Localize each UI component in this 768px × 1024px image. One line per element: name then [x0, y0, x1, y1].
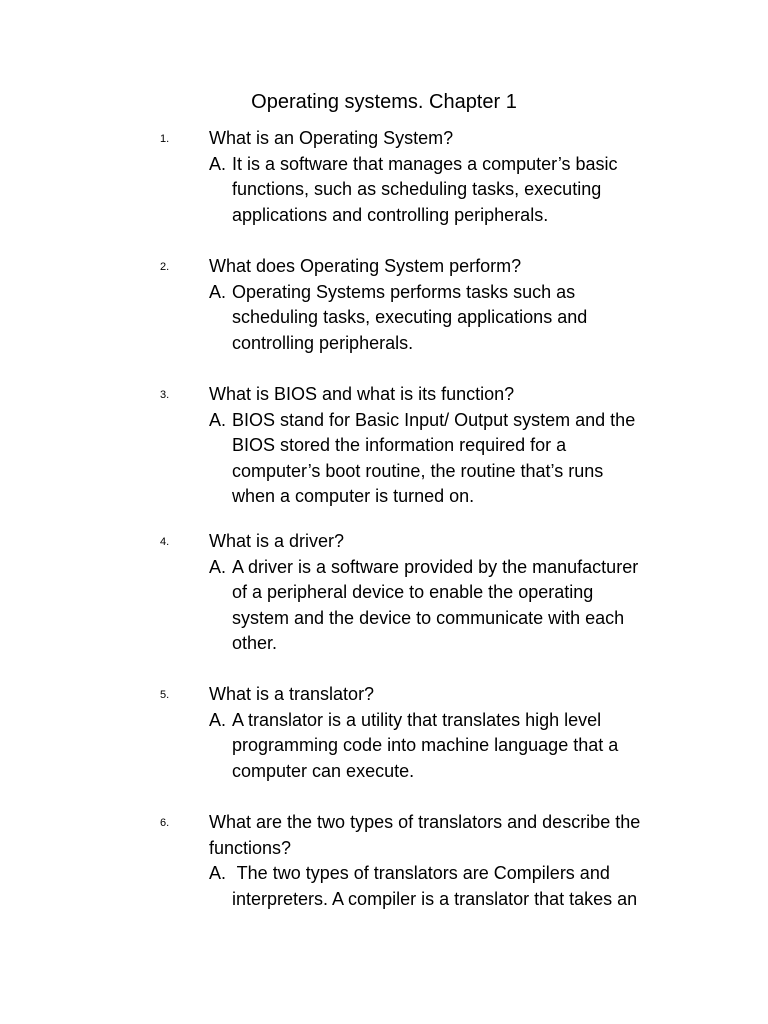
question-text: What is a driver?	[209, 531, 345, 551]
answer-line: applications and controlling peripherals.	[232, 204, 549, 225]
answer-line: functions, such as scheduling tasks, executing	[232, 179, 602, 199]
answer-label: A.	[209, 709, 227, 730]
answer-line: interpreters. A compiler is a translator that takes an	[232, 888, 638, 909]
answer-line: computer can execute.	[232, 760, 415, 781]
answer-line: when a computer is turned on.	[232, 486, 475, 506]
question-text: What is a translator?	[209, 684, 375, 704]
answer-line: scheduling tasks, executing applications and	[232, 307, 588, 327]
answer-line: The two types of translators are Compilers and	[232, 863, 610, 883]
answer-label: A.	[209, 556, 227, 577]
answer-label: A.	[209, 409, 227, 430]
answer-label: A.	[209, 281, 227, 302]
answer-label: A.	[209, 863, 227, 883]
answer-line: computer’s boot routine, the routine that’s runs	[232, 460, 604, 481]
question-number: 4.	[160, 536, 170, 548]
question-number: 6.	[160, 817, 170, 829]
answer-line: BIOS stand for Basic Input/ Output system and the	[232, 409, 636, 430]
question-text	[209, 810, 679, 861]
question-number: 2.	[160, 261, 170, 273]
question-line: functions?	[209, 837, 292, 858]
answer-line: programming code into machine language that a	[232, 735, 619, 755]
question-number: 1.	[160, 133, 170, 145]
answer-line: of a peripheral device to enable the operating	[232, 582, 594, 602]
question-line: What are the two types of translators and describe the	[209, 812, 641, 832]
question-text: What is an Operating System?	[209, 128, 454, 148]
answer-line: controlling peripherals.	[232, 332, 414, 353]
answer-block	[209, 555, 674, 657]
question-number: 3.	[160, 389, 170, 401]
answer-block	[209, 861, 674, 912]
answer-line: A driver is a software provided by the manufacturer	[232, 556, 639, 577]
answer-line: Operating Systems performs tasks such as	[232, 281, 576, 302]
question-number: 5.	[160, 689, 170, 701]
answer-label: A.	[209, 153, 227, 174]
answer-block	[209, 408, 674, 510]
answer-line: It is a software that manages a computer’s basic	[232, 153, 618, 174]
page-title: Operating systems. Chapter 1	[251, 91, 517, 113]
answer-line: A translator is a utility that translates high level	[232, 709, 602, 730]
question-text: What is BIOS and what is its function?	[209, 384, 515, 404]
answer-block	[209, 280, 674, 357]
answer-line: other.	[232, 633, 278, 653]
question-text: What does Operating System perform?	[209, 256, 522, 276]
answer-line: system and the device to communicate with each	[232, 607, 625, 628]
answer-block	[209, 708, 674, 785]
answer-block	[209, 152, 674, 229]
answer-line: BIOS stored the information required for a	[232, 435, 567, 455]
